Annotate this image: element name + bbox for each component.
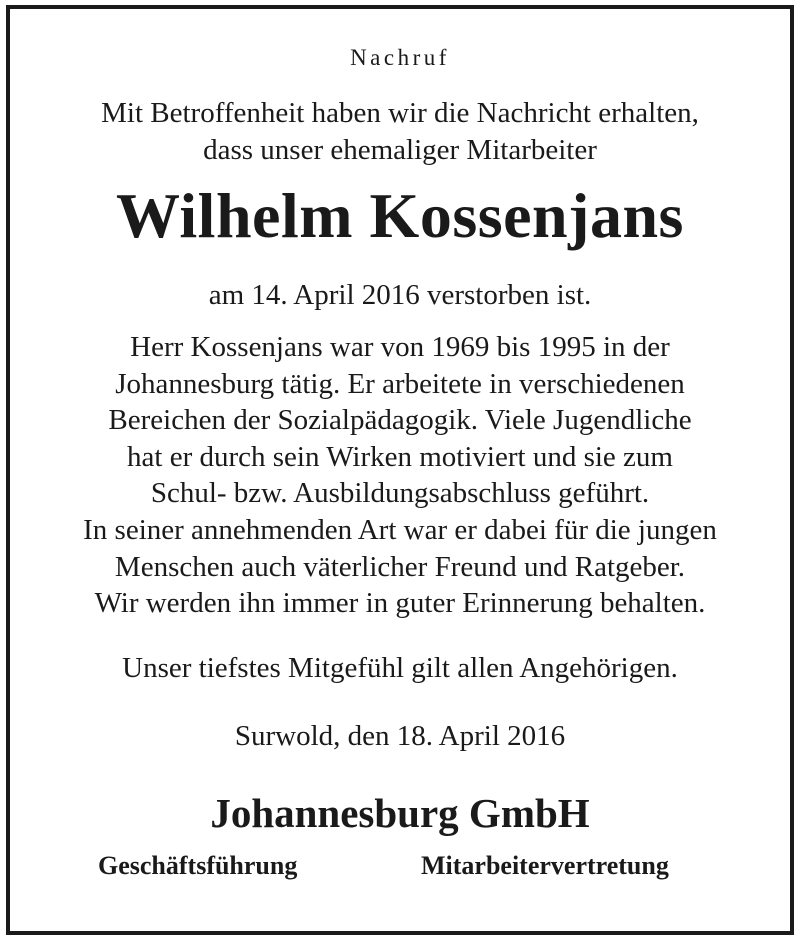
- signer-management: Geschäftsführung: [98, 851, 298, 880]
- body-line: Bereichen der Sozialpädagogik. Viele Jugendliche: [108, 404, 692, 437]
- place-date: Surwold, den 18. April 2016: [234, 720, 566, 752]
- obituary-body: [10, 329, 790, 622]
- death-line: am 14. April 2016 verstorben ist.: [208, 279, 592, 311]
- intro-line-2: dass unser ehemaliger Mitarbeiter: [203, 134, 597, 166]
- body-line: Johannesburg tätig. Er arbeitete in verschiedenen: [115, 367, 685, 400]
- deceased-name: Wilhelm Kossenjans: [116, 180, 684, 251]
- body-line: hat er durch sein Wirken motiviert und sie zum: [127, 440, 673, 473]
- notice-heading: Nachruf: [350, 45, 450, 70]
- obituary-frame: [6, 5, 794, 935]
- body-line: Wir werden ihn immer in guter Erinnerung behalten.: [94, 587, 706, 620]
- body-line: Herr Kossenjans war von 1969 bis 1995 in der: [130, 331, 670, 363]
- signer-staff-council: Mitarbeitervertretung: [421, 851, 669, 880]
- company-name: Johannesburg GmbH: [210, 790, 590, 836]
- intro-line-1: Mit Betroffenheit haben wir die Nachricht erhalten,: [101, 97, 699, 129]
- body-line: Schul- bzw. Ausbildungsabschluss geführt.: [150, 477, 650, 510]
- body-line: In seiner annehmenden Art war er dabei für die jungen: [83, 513, 717, 546]
- signers-row: [10, 851, 790, 887]
- body-line: Menschen auch väterlicher Freund und Ratgeber.: [114, 550, 686, 583]
- condolence-line: Unser tiefstes Mitgefühl gilt allen Angehörigen.: [122, 652, 678, 684]
